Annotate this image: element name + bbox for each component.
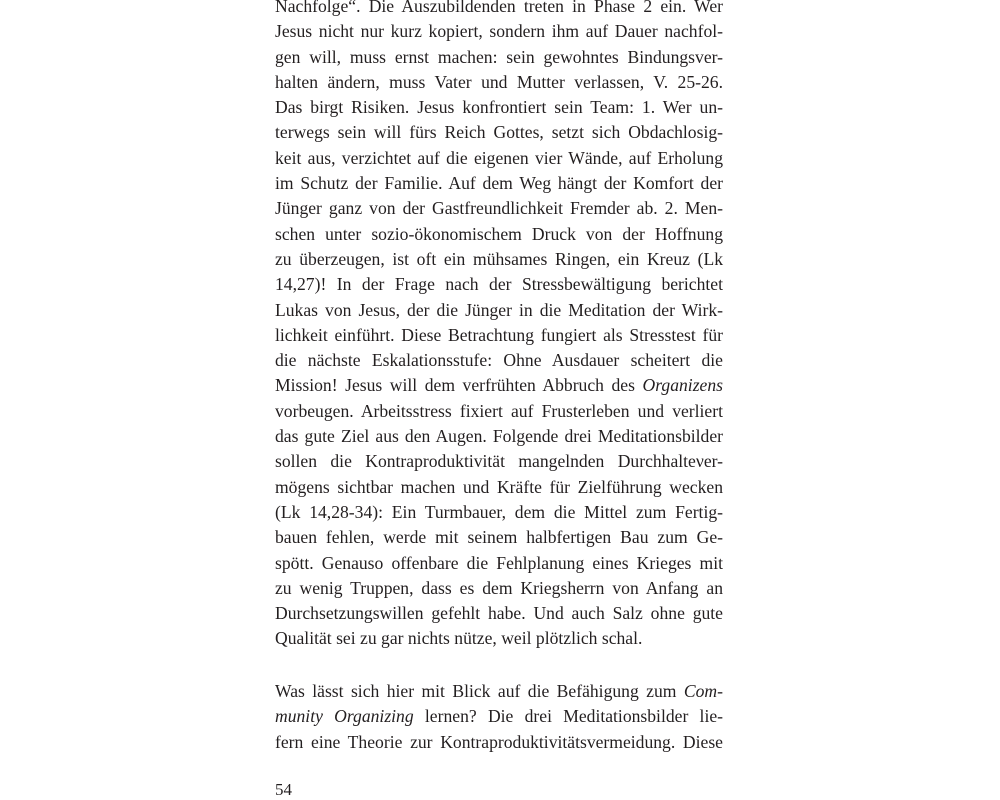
text-line: zu überzeugen, ist oft ein mühsames Ringen, ein Kreuz (Lk bbox=[275, 248, 723, 269]
text-line: vorbeugen. Arbeitsstress fixiert auf Frusterleben und verliert bbox=[275, 400, 723, 421]
text-line: mögens sichtbar machen und Kräfte für Zielführung wecken bbox=[275, 476, 723, 497]
text-line: fern eine Theorie zur Kontraproduktivitätsvermeidung. Diese bbox=[275, 731, 723, 752]
text-line: im Schutz der Familie. Auf dem Weg hängt der Komfort der bbox=[275, 173, 723, 194]
text-line: (Lk 14,28-34): Ein Turmbauer, dem die Mittel zum Fertig- bbox=[275, 501, 723, 522]
text-line: das gute Ziel aus den Augen. Folgende drei Meditationsbilder bbox=[275, 426, 723, 447]
text-line-with-italic bbox=[275, 704, 723, 729]
body-paragraph-1 bbox=[275, 0, 723, 652]
text-line: bauen fehlen, werde mit seinem halbfertigen Bau zum Ge- bbox=[275, 527, 723, 548]
text-line: 14,27)! In der Frage nach der Stressbewältigung berichtet bbox=[275, 274, 723, 295]
text-segment: Was lässt sich hier mit Blick auf die Befähigung zum bbox=[275, 681, 677, 701]
text-line: keit aus, verzichtet auf die eigenen vier Wände, auf Erholung bbox=[275, 147, 723, 168]
italic-term: Com- bbox=[683, 681, 723, 701]
text-line: Jünger ganz von der Gastfreundlichkeit Fremder ab. 2. Men- bbox=[275, 198, 723, 219]
italic-term: Organizens bbox=[642, 375, 723, 396]
text-segment: Mission! Jesus will dem verfrühten Abbruch des bbox=[275, 375, 635, 396]
body-paragraph-2 bbox=[275, 679, 723, 755]
text-line-with-italic bbox=[275, 679, 723, 704]
text-segment: lernen? Die drei Meditationsbilder lie- bbox=[424, 706, 723, 727]
text-line: Das birgt Risiken. Jesus konfrontiert sein Team: 1. Wer un- bbox=[275, 97, 723, 118]
text-line: Lukas von Jesus, der die Jünger in die Meditation der Wirk- bbox=[275, 299, 723, 320]
text-line: gen will, muss ernst machen: sein gewohntes Bindungsver- bbox=[275, 46, 723, 67]
italic-term: munity Organizing bbox=[275, 706, 414, 727]
text-line: schen unter sozio-ökonomischem Druck von der Hoffnung bbox=[275, 223, 723, 244]
text-line: zu wenig Truppen, dass es dem Kriegsherrn von Anfang an bbox=[275, 577, 723, 598]
text-line: lichkeit einführt. Diese Betrachtung fungiert als Stresstest für bbox=[275, 324, 723, 345]
text-line: Durchsetzungswillen gefehlt habe. Und auch Salz ohne gute bbox=[275, 603, 723, 624]
text-line: spött. Genauso offenbare die Fehlplanung eines Krieges mit bbox=[275, 552, 723, 573]
text-line-with-italic bbox=[275, 373, 723, 398]
text-line: Qualität sei zu gar nichts nütze, weil plötzlich schal. bbox=[275, 628, 643, 649]
text-line: die nächste Eskalationsstufe: Ohne Ausdauer scheitert die bbox=[275, 350, 723, 371]
page-number: 54 bbox=[275, 780, 292, 799]
text-line: halten ändern, muss Vater und Mutter verlassen, V. 25-26. bbox=[275, 71, 723, 92]
text-line: Nachfolge“. Die Auszubildenden treten in Phase 2 ein. Wer bbox=[275, 0, 723, 16]
text-line: sollen die Kontraproduktivität mangelnden Durchhalteνer- bbox=[275, 451, 723, 472]
text-line: terwegs sein will fürs Reich Gottes, setzt sich Obdachlosig- bbox=[275, 122, 723, 143]
text-line: Jesus nicht nur kurz kopiert, sondern ihm auf Dauer nachfol- bbox=[275, 21, 723, 42]
